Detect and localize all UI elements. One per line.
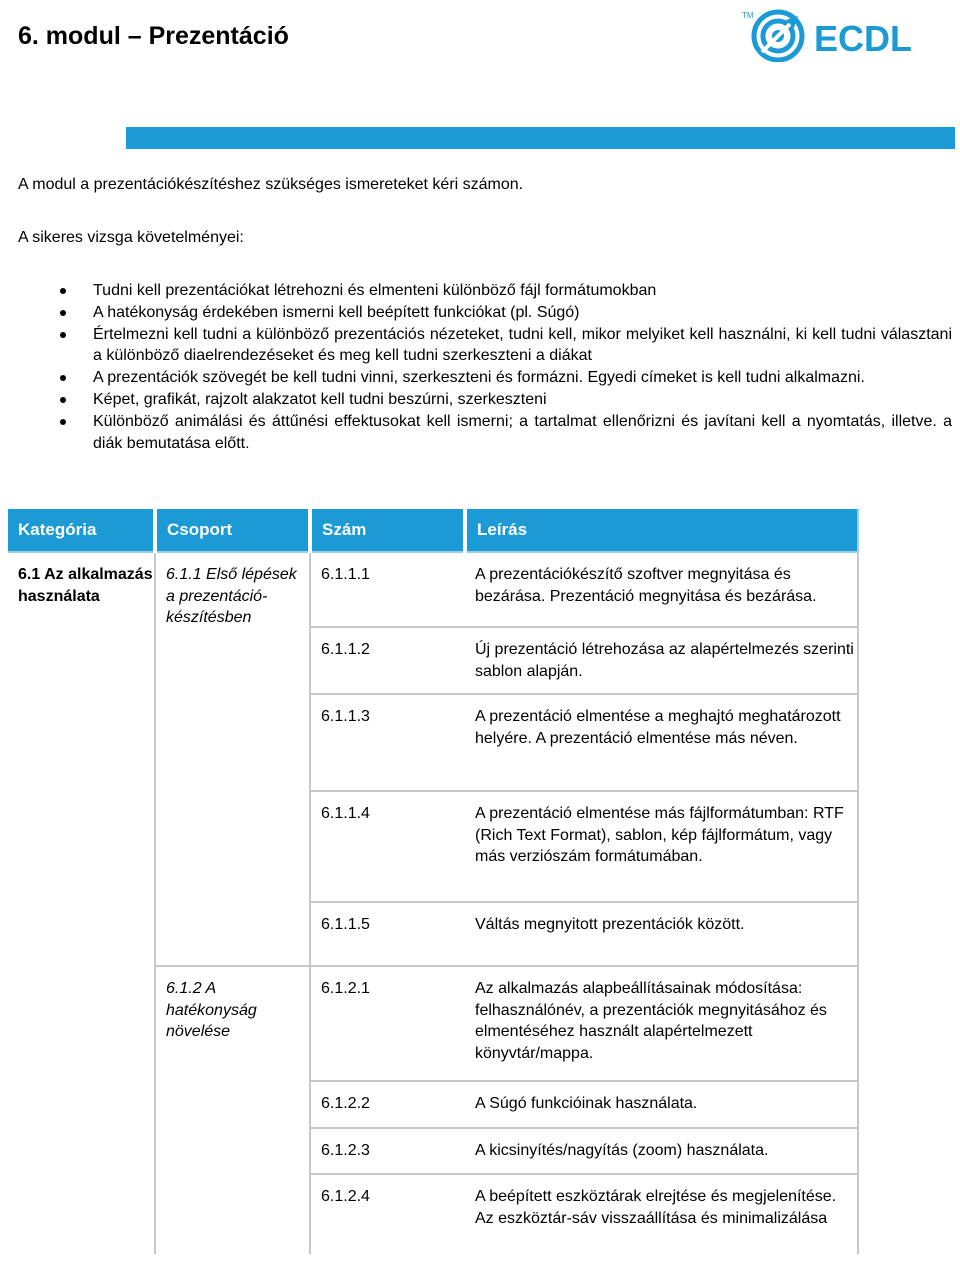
description-cell: A prezentáció elmentése a meghajtó meghatározott helyére. A prezentáció elmentése más néven. (465, 694, 858, 791)
description-cell: Váltás megnyitott prezentációk között. (465, 902, 858, 966)
logo-trademark: TM (742, 11, 754, 20)
list-item: A prezentációk szövegét be kell tudni vinni, szerkeszteni és formázni. Egyedi címeket is kell tudni alkalmazni. (93, 367, 952, 389)
number-cell: 6.1.2.3 (310, 1128, 465, 1174)
requirements-list (0, 280, 960, 454)
page-title: 6. modul – Prezentáció (18, 22, 289, 50)
description-cell: A kicsinyítés/nagyítás (zoom) használata. (465, 1128, 858, 1174)
header-group: Csoport (155, 509, 310, 552)
syllabus-table (8, 509, 859, 1254)
header-description: Leírás (465, 509, 858, 552)
intro-line-2: A sikeres vizsga követelményei: (18, 229, 244, 246)
description-cell: Az alkalmazás alapbeállításainak módosítása: felhasználónév, a prezentációk megnyitásához és elmentéséhez használt alapértelmezett könyvtár/mappa. (465, 966, 858, 1081)
list-item: Tudni kell prezentációkat létrehozni és elmenteni különböző fájl formátumokban (93, 280, 952, 302)
header-category: Kategória (8, 509, 155, 552)
ecdl-logo (740, 6, 940, 62)
intro-line-1: A modul a prezentációkészítéshez szükséges ismereteket kéri számon. (18, 176, 524, 193)
list-item: Különböző animálási és áttűnési effektusokat kell ismerni; a tartalmat ellenőrizni és javítani kell a nyomtatás, illetve. a diák bemutatása előtt. (93, 411, 952, 455)
number-cell: 6.1.1.2 (310, 627, 465, 694)
logo-text: ECDL (814, 18, 912, 59)
description-cell: A beépített eszköztárak elrejtése és megjelenítése. Az eszköztár-sáv visszaállítása és minimalizálása (465, 1174, 858, 1254)
group-cell: 6.1.2 A hatékonyság növelése (155, 966, 310, 1254)
list-item: Képet, grafikát, rajzolt alakzatot kell tudni beszúrni, szerkeszteni (93, 389, 952, 411)
number-cell: 6.1.1.3 (310, 694, 465, 791)
group-cell: 6.1.1 Első lépések a prezentáció-készítésben (155, 552, 310, 966)
table-header-row (8, 509, 858, 552)
number-cell: 6.1.1.5 (310, 902, 465, 966)
header-number: Szám (310, 509, 465, 552)
number-cell: 6.1.2.1 (310, 966, 465, 1081)
list-item: Értelmezni kell tudni a különböző prezentációs nézeteket, tudni kell, mikor melyiket kell használni, ki kell tudni választani a különböző diaelrendezéseket és meg kell tudni szerkeszteni a diákat (93, 324, 952, 368)
category-cell-empty (8, 966, 155, 1254)
description-cell: A prezentációkészítő szoftver megnyitása és bezárása. Prezentáció megnyitása és bezárása. (465, 552, 858, 627)
description-cell: Új prezentáció létrehozása az alapértelmezés szerinti sablon alapján. (465, 627, 858, 694)
number-cell: 6.1.2.2 (310, 1081, 465, 1128)
description-cell: A Súgó funkcióinak használata. (465, 1081, 858, 1128)
number-cell: 6.1.1.4 (310, 791, 465, 902)
number-cell: 6.1.2.4 (310, 1174, 465, 1254)
header-band (126, 127, 955, 149)
table-row (8, 966, 858, 1081)
list-item: A hatékonyság érdekében ismerni kell beépített funkciókat (pl. Súgó) (93, 302, 952, 324)
description-cell: A prezentáció elmentése más fájlformátumban: RTF (Rich Text Format), sablon, kép fájlformátum, vagy más verziószám formátumában. (465, 791, 858, 902)
number-cell: 6.1.1.1 (310, 552, 465, 627)
category-cell: 6.1 Az alkalmazás használata (18, 566, 153, 605)
table-row (8, 552, 858, 627)
